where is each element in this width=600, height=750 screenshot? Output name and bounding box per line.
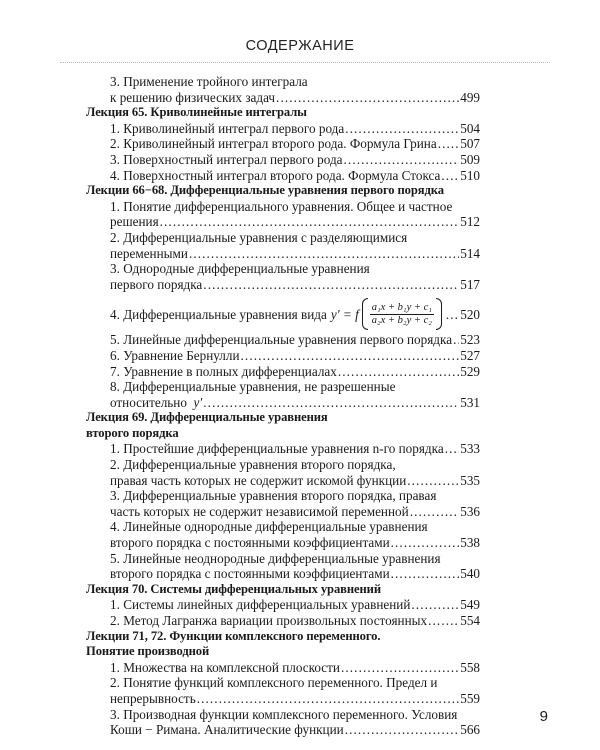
toc-entry-line: 3. Производная функции комплексного переменного. Условия bbox=[110, 706, 458, 722]
lecture-heading[interactable]: Лекция 69. Дифференциальные уравнения bbox=[86, 410, 328, 425]
toc-entry[interactable]: к решению физических задач ..... 499 bbox=[86, 90, 480, 106]
toc-entry[interactable]: 1. Простейшие дифференциальные уравнения n-го порядка ..... 533 bbox=[86, 441, 480, 457]
page-header: СОДЕРЖАНИЕ bbox=[245, 38, 355, 54]
toc-entry[interactable]: 1. Множества на комплексной плоскости ..... 558 bbox=[86, 660, 480, 676]
toc-entry[interactable]: переменными ..... 514 bbox=[86, 246, 480, 262]
toc-page-number: 536 bbox=[460, 503, 480, 519]
toc-entry-line: 1. Понятие дифференциального уравнения. Общее и частное bbox=[110, 198, 453, 214]
toc-entry-line: 2. Понятие функций комплексного переменного. Предел и bbox=[110, 675, 438, 691]
toc-entry[interactable]: 1. Криволинейный интеграл первого рода ..... 504 bbox=[86, 121, 480, 137]
toc-page-number: 527 bbox=[460, 347, 480, 363]
toc-entry-line: 4. Линейные однородные дифференциальные уравнения bbox=[110, 519, 428, 535]
toc-entry[interactable]: 2. Метод Лагранжа вариации произвольных постоянных ..... 554 bbox=[86, 613, 480, 629]
toc-page-number: 533 bbox=[460, 441, 480, 457]
toc-page-number: 499 bbox=[460, 89, 480, 105]
formula: y′ = f $\frac{\text{a₁x + b₁y + c₁}}{\text{a₂x + b₂y + c₂}}$ bbox=[331, 298, 445, 330]
toc-entry-line: 3. Дифференциальные уравнения второго порядка, правая bbox=[110, 488, 437, 504]
toc-entry[interactable]: относительно y′ ..... 531 bbox=[86, 395, 480, 411]
toc-page-number: 540 bbox=[460, 566, 480, 582]
toc-page-number: 510 bbox=[460, 167, 480, 183]
toc-entry[interactable]: второго порядка с постоянными коэффициентами ..... 540 bbox=[86, 566, 480, 582]
toc-page-number: 535 bbox=[460, 472, 480, 488]
toc-entry[interactable]: 6. Уравнение Бернулли ..... 527 bbox=[86, 348, 480, 364]
toc-page-number: 509 bbox=[460, 151, 480, 167]
toc-entry[interactable]: правая часть которых не содержит искомой функции ..... 535 bbox=[86, 473, 480, 489]
toc-page-number: 559 bbox=[460, 690, 480, 706]
lecture-heading[interactable]: Лекция 70. Системы дифференциальных уравнений bbox=[86, 581, 381, 596]
toc-entry[interactable]: Коши − Римана. Аналитические функции ..... 566 bbox=[86, 722, 480, 738]
toc-page-number: 558 bbox=[460, 659, 480, 675]
toc-page-number: 529 bbox=[460, 363, 480, 379]
toc-entry[interactable]: второго порядка с постоянными коэффициентами ..... 538 bbox=[86, 535, 480, 551]
toc-entry-line: 3. Применение тройного интеграла bbox=[110, 74, 308, 89]
header-divider bbox=[60, 62, 550, 63]
toc-page-number: 549 bbox=[460, 597, 480, 613]
toc-page-number: 538 bbox=[460, 535, 480, 551]
lecture-heading-cont: Понятие производной bbox=[86, 644, 210, 659]
toc-entry-line: 2. Дифференциальные уравнения с разделяющимися bbox=[110, 229, 408, 245]
toc-page-number: 504 bbox=[460, 120, 480, 136]
toc-entry[interactable]: 1. Системы линейных дифференциальных уравнений ..... 549 bbox=[86, 597, 480, 613]
toc-entry-line: 3. Однородные дифференциальные уравнения bbox=[110, 261, 370, 277]
toc-entry[interactable]: непрерывность ..... 559 bbox=[86, 691, 480, 707]
toc-entry[interactable]: первого порядка ..... 517 bbox=[86, 277, 480, 293]
toc-page-number: 507 bbox=[460, 136, 480, 152]
toc-entry[interactable]: 4. Поверхностный интеграл второго рода. Формула Стокса ..... 510 bbox=[86, 168, 480, 184]
toc-entry[interactable]: 5. Линейные дифференциальные уравнения первого порядка ..... 523 bbox=[86, 332, 480, 348]
toc-page-number: 523 bbox=[460, 332, 480, 348]
lecture-heading[interactable]: Лекции 71, 72. Функции комплексного переменного. bbox=[86, 628, 381, 643]
toc-entry[interactable]: часть которых не содержит независимой переменной ..... 536 bbox=[86, 504, 480, 520]
toc-entry-line: 8. Дифференциальные уравнения, не разрешенные bbox=[110, 379, 396, 395]
lecture-heading[interactable]: Лекция 65. Криволинейные интегралы bbox=[86, 105, 307, 120]
page-number: 9 bbox=[539, 708, 548, 725]
toc-page-number: 514 bbox=[460, 245, 480, 261]
lecture-heading-cont: второго порядка bbox=[86, 425, 179, 440]
lecture-heading[interactable]: Лекции 66−68. Дифференциальные уравнения первого порядка bbox=[86, 183, 444, 198]
toc-page-number: 531 bbox=[460, 394, 480, 410]
toc-page-number: 566 bbox=[460, 722, 480, 738]
toc-entry[interactable]: 3. Поверхностный интеграл первого рода ..... 509 bbox=[86, 152, 480, 168]
toc-page-number: 554 bbox=[460, 613, 480, 628]
toc-page-number: 520 bbox=[460, 306, 480, 322]
toc-entry-line: 2. Дифференциальные уравнения второго порядка, bbox=[110, 457, 396, 473]
toc-page-number: 512 bbox=[460, 214, 480, 230]
table-of-contents bbox=[86, 74, 480, 738]
toc-page-number: 517 bbox=[460, 276, 480, 292]
toc-entry[interactable]: 4. Дифференциальные уравнения вида y′ = f $\frac{\text{a₁x + b₁y + c₁}}{\text{a₂x + b₂y + c₂}}$ ..... 520 bbox=[86, 298, 480, 330]
toc-entry[interactable]: решения ..... 512 bbox=[86, 214, 480, 230]
toc-entry[interactable]: 7. Уравнение в полных дифференциалах ..... 529 bbox=[86, 364, 480, 380]
toc-entry-line: 5. Линейные неоднородные дифференциальные уравнения bbox=[110, 550, 441, 566]
toc-entry[interactable]: 2. Криволинейный интеграл второго рода. Формула Грина ..... 507 bbox=[86, 136, 480, 152]
